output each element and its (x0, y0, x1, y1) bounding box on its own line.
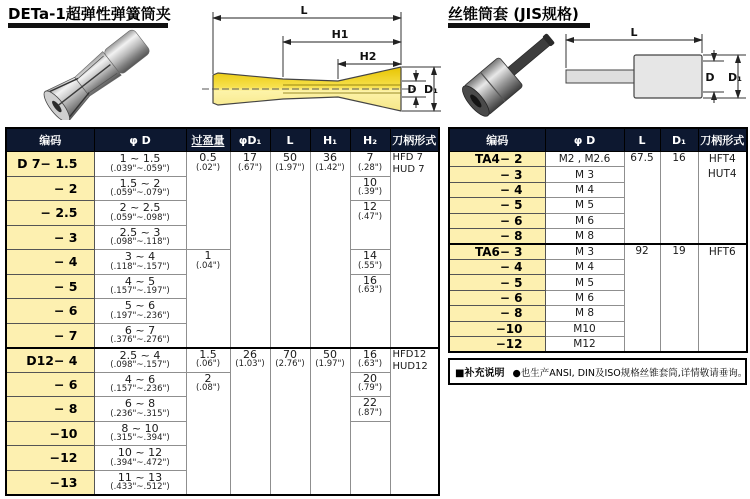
cell-d: 1.5 ~ 2 (.059"~.079") (94, 176, 186, 201)
supplementary-note (448, 358, 747, 385)
cell-d: M 5 (545, 198, 624, 213)
cell-d: 11 ~ 13 (.433"~.512") (94, 470, 186, 495)
dim-label-L: L (300, 4, 308, 17)
col-header-h2: H₂ (350, 128, 390, 152)
sleeve-diagram (558, 28, 750, 122)
dim-label-D1-2: D₁ (728, 71, 742, 84)
cell-h2: 22 (.87") (350, 397, 390, 422)
cell-code: −13 (6, 470, 94, 495)
cell-code: − 5 (449, 198, 545, 213)
cell-code: − 2 (6, 176, 94, 201)
cell-code: − 3 (449, 167, 545, 182)
cell-code: − 6 (6, 372, 94, 397)
cell-h1: 50 (1.97") (310, 348, 350, 495)
cell-code: − 4 (6, 250, 94, 275)
table-header-row (449, 128, 747, 152)
cell-d: 3 ~ 4 (.118"~.157") (94, 250, 186, 275)
cell-l: 92 (624, 244, 660, 352)
cell-code: − 6 (6, 299, 94, 324)
dim-label-D2: D (705, 71, 715, 84)
cell-code: − 5 (6, 274, 94, 299)
cell-code: D12− 4 (6, 348, 94, 373)
col-header-code: 编码 (6, 128, 94, 152)
cell-d: M10 (545, 321, 624, 336)
cell-interference: 1.5 (.06") (186, 348, 230, 373)
cell-code: −12 (6, 446, 94, 471)
cell-code: − 2.5 (6, 201, 94, 226)
cell-code: D 7− 1.5 (6, 152, 94, 177)
right-section-title: 丝锥筒套 (JIS规格) (448, 5, 579, 23)
cell-d: M 8 (545, 228, 624, 244)
cell-d: 4 ~ 6 (.157"~.236") (94, 372, 186, 397)
cell-code: −10 (6, 421, 94, 446)
cell-code: − 8 (6, 397, 94, 422)
note-text: ●也生产ANSI, DIN及ISO规格丝锥套筒,详情敬请垂询。 (512, 367, 748, 379)
cell-h2: 10 (.39") (350, 176, 390, 201)
cell-shank: HFT4 HUT4 (698, 152, 747, 244)
cell-d: M 3 (545, 244, 624, 260)
cell-code: −12 (449, 336, 545, 352)
cell-code: − 4 (449, 259, 545, 274)
col-header-d1: φD₁ (230, 128, 270, 152)
cell-h2-empty (350, 421, 390, 495)
tap-sleeve-table (448, 127, 748, 353)
col-header-l: L (624, 128, 660, 152)
table-row (6, 152, 439, 177)
cell-h2: 20 (.79") (350, 372, 390, 397)
col-header-shank: 刀柄形式 (390, 128, 439, 152)
cell-h2: 16 (.63") (350, 274, 390, 348)
cell-d: 4 ~ 5 (.157"~.197") (94, 274, 186, 299)
cell-d: M2 , M2.6 (545, 152, 624, 167)
cell-interference: 2 (.08") (186, 372, 230, 495)
col-header-d: φ D (94, 128, 186, 152)
cell-code: − 8 (449, 228, 545, 244)
cell-d: M 8 (545, 306, 624, 321)
cell-code: − 6 (449, 213, 545, 228)
cell-d: 6 ~ 8 (.236"~.315") (94, 397, 186, 422)
dim-label-L2: L (630, 28, 638, 39)
cell-code: − 3 (6, 225, 94, 250)
cell-code: − 4 (449, 182, 545, 197)
cell-h2: 7 (.28") (350, 152, 390, 177)
dim-label-H2: H2 (359, 50, 377, 63)
cell-d: 6 ~ 7 (.376"~.276") (94, 323, 186, 348)
cell-code: − 7 (6, 323, 94, 348)
cell-h1: 36 (1.42") (310, 152, 350, 348)
cell-d: M 6 (545, 290, 624, 305)
cell-code: −10 (449, 321, 545, 336)
dim-label-H1: H1 (331, 28, 349, 41)
table-row (449, 152, 747, 167)
cell-d1: 19 (660, 244, 698, 352)
cell-h2: 12 (.47") (350, 201, 390, 250)
col-header-code: 编码 (449, 128, 545, 152)
left-section-title: DETa-1超弹性弹簧筒夹 (8, 5, 171, 23)
cell-h2: 14 (.55") (350, 250, 390, 275)
cell-code: − 5 (449, 275, 545, 290)
table-row-group-d12 (6, 348, 439, 373)
cell-d: M12 (545, 336, 624, 352)
cell-d: 8 ~ 10 (.315"~.394") (94, 421, 186, 446)
cell-d: M 5 (545, 275, 624, 290)
col-header-d1: D₁ (660, 128, 698, 152)
col-header-h1: H₁ (310, 128, 350, 152)
cell-interference: 1 (.04") (186, 250, 230, 348)
dim-label-D1: D₁ (424, 83, 438, 96)
col-header-shank: 刀柄形式 (698, 128, 747, 152)
table-row (6, 372, 439, 397)
cell-code: − 6 (449, 290, 545, 305)
cell-shank: HFD 7 HUD 7 (390, 152, 439, 348)
cell-d: M 6 (545, 213, 624, 228)
cell-l: 67.5 (624, 152, 660, 244)
table-row-group-ta6 (449, 244, 747, 260)
cell-d: M 3 (545, 167, 624, 182)
note-label: ■补充说明 (455, 368, 505, 379)
cell-l: 50 (1.97") (270, 152, 310, 348)
cell-shank: HFT6 (698, 244, 747, 352)
col-header-l: L (270, 128, 310, 152)
collet-diagram (188, 2, 444, 124)
cell-code: TA4− 2 (449, 152, 545, 167)
collet-spec-table (5, 127, 440, 496)
col-header-d: φ D (545, 128, 624, 152)
cell-d: 1 ~ 1.5 (.039"~.059") (94, 152, 186, 177)
cell-shank: HFD12 HUD12 (390, 348, 439, 495)
col-header-interference: 过盈量 (186, 128, 230, 152)
cell-d: M 4 (545, 259, 624, 274)
cell-code: − 8 (449, 306, 545, 321)
cell-d1: 17 (.67") (230, 152, 270, 348)
cell-d: 2.5 ~ 4 (.098"~.157") (94, 348, 186, 373)
cell-d: 10 ~ 12 (.394"~.472") (94, 446, 186, 471)
table-row (6, 250, 439, 275)
table-header-row (6, 128, 439, 152)
cell-d: M 4 (545, 182, 624, 197)
cell-d: 2.5 ~ 3 (.098"~.118") (94, 225, 186, 250)
collet-photo (18, 28, 183, 120)
cell-code: TA6− 3 (449, 244, 545, 260)
cell-h2: 16 (.63") (350, 348, 390, 373)
cell-d1: 26 (1.03") (230, 348, 270, 495)
dim-label-D: D (407, 83, 417, 96)
cell-l: 70 (2.76") (270, 348, 310, 495)
cell-d: 2 ~ 2.5 (.059"~.098") (94, 201, 186, 226)
cell-d: 5 ~ 6 (.197"~.236") (94, 299, 186, 324)
cell-d1: 16 (660, 152, 698, 244)
sleeve-photo (452, 30, 564, 118)
cell-interference: 0.5 (.02") (186, 152, 230, 250)
